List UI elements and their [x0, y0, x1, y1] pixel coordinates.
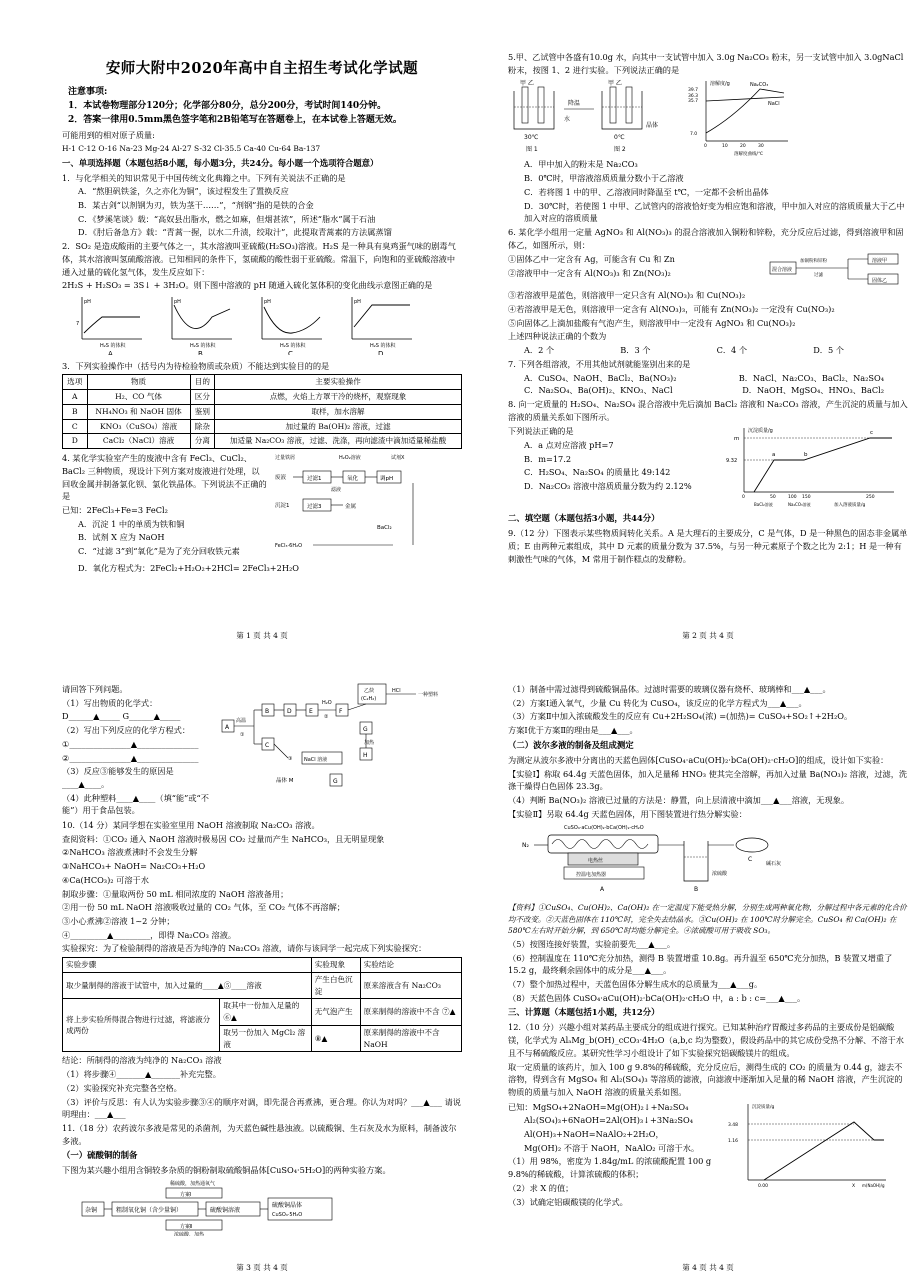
- table-cell: ⑧▲: [311, 1025, 360, 1052]
- q10-info-4: ④Ca(HCO₃)₂ 可溶于水: [62, 874, 149, 885]
- scheme-top-cond: 稀硫酸，加热通氧气: [170, 1181, 216, 1188]
- note-2: 2．答案一律用0.5mm黑色签字笔和2B铅笔写在答题卷上，在本试卷上答题无效。: [68, 115, 402, 126]
- node-c: C: [265, 742, 270, 749]
- q7-stem: 7. 下列各组溶液，不用其他试剂就能鉴别出来的是: [508, 358, 691, 369]
- na2co3-curve: [706, 89, 784, 133]
- flow-ph-label: 调pH: [380, 476, 394, 483]
- cool-label: 降温: [568, 100, 581, 108]
- ytick-932: 9.32: [726, 458, 738, 465]
- xnote-bacl2: BaCl₂溶液: [754, 502, 773, 508]
- node-e: E: [309, 708, 313, 715]
- temp-controller-label: 控温电加热器: [576, 872, 607, 879]
- q3-stem: 3．下列实验操作中（括号内为待检验物质或杂质）不能达到实验目的的是: [62, 360, 330, 371]
- soda-lime-label: 碱石灰: [766, 861, 782, 868]
- xtick: 0: [742, 495, 745, 501]
- table-cell: 取样，加水溶解: [215, 404, 462, 419]
- temp-0-label: 0℃: [614, 134, 625, 142]
- acetylene-label: 乙炔: [364, 688, 375, 694]
- point-c: c: [870, 430, 874, 437]
- q4-block: [62, 451, 462, 561]
- q7-option: A．CuSO₄、NaOH、BaCl₂、Ba(NO₃)₂: [524, 372, 677, 383]
- flow-iron-label: 过量铁屑: [275, 455, 296, 462]
- q11-part-8: （8）天蓝色固体 CuSO₄·aCu(OH)₂·bCa(OH)₂·cH₂O 中，a : b : c=___▲___。: [508, 992, 806, 1003]
- table-cell: C: [63, 419, 88, 434]
- graph-a-label: A: [108, 349, 113, 355]
- q10-step-3: ③小心煮沸②溶液 1~2 分钟；: [62, 915, 175, 926]
- series-label-na2co3: Na₂CO₃: [750, 82, 769, 89]
- q5-option-b: B．0℃时，甲溶液溶质质量分数小于乙溶液: [524, 173, 684, 184]
- graph-d-label: D: [378, 349, 384, 355]
- q4-option-b: B．试剂 X 应为 NaOH: [78, 532, 165, 543]
- table-cell: 产生白色沉淀: [311, 972, 360, 999]
- q11-stem: 11.（18 分）农药波尔多液是常见的杀菌剂，为天蓝色碱性悬浊液。以硫酸铜、生石灰及水为原料，制备波尔多液。: [62, 1122, 457, 1146]
- solution-label: 溶液甲: [872, 258, 888, 265]
- page-2: [508, 50, 908, 642]
- graph-c-ylabel: pH: [264, 298, 271, 305]
- q9-stem: 9.（12 分）下图表示某些物质间转化关系。A 是大理石的主要成分，C 是气体，D 是一种黑色的固态非金属单质；E 由两种元素组成，其中 D 元素的质量分数为 37.5%，与另一种元素原子个数之比为 2:1；H 是一种有刺激性气味的气体，M 常用于制作糕点的发酵粉。: [508, 528, 908, 564]
- chart-xlabel: m(NaOH)/g: [862, 1182, 885, 1188]
- table-row: [63, 434, 462, 449]
- table-cell: 取其中一份加入足量的 ⑥▲: [220, 999, 311, 1026]
- q6-item-1: ①固体乙中一定含有 Ag，可能含有 Cu 和 Zn: [508, 254, 675, 265]
- q11-scheme-diagram: [62, 1178, 362, 1236]
- node-f: F: [339, 708, 343, 715]
- q7-option: B．NaCl、Na₂CO₃、BaCl₂、Na₂SO₄: [738, 372, 884, 383]
- q6-option: C．4 个: [716, 345, 748, 356]
- flow-precip-label: 沉淀1: [275, 503, 290, 510]
- q2-equation: 2H₂S + H₂SO₃ = 3S↓ + 3H₂O。则下图中溶液的 pH 随通入硫化氢体积的变化曲线示意图正确的是: [62, 280, 433, 291]
- acetylene-formula: (C₂H₂): [361, 696, 377, 702]
- flow-x-label: 试剂X: [391, 455, 405, 462]
- graph-d-ylabel: pH: [354, 298, 361, 305]
- node-cuso4-crystal: 硫酸铜晶体: [272, 1202, 303, 1210]
- q12-stem: 12.（10 分）兴趣小组对某药品主要成分的组成进行探究。已知某种治疗胃酸过多药品的主要成份是铝碳酸镁，化学式为 AlₐMg_b(OH)_cCO₃·4H₂O（a,b,c 均为整数），假设药品中的其它成份受热不分解、不溶于水且不与稀硫酸反应。某研究性学习小组设计了如下实验探究铝碳酸镁片的组成。: [508, 1022, 904, 1058]
- plastic-label: 一种塑料: [418, 692, 439, 698]
- xtick: 50: [770, 495, 776, 501]
- chart-ylabel: 溶解度/g: [710, 81, 730, 88]
- scheme-bottom-cond: 浓硫酸，加热: [174, 1232, 205, 1237]
- table-cell: B: [63, 404, 88, 419]
- fig1-tubes-label: 甲 乙: [520, 80, 534, 88]
- q4-known: 已知：2FeCl₃+Fe=3 FeCl₂: [62, 505, 168, 515]
- nacl-solution: NaCl 溶液: [304, 757, 328, 763]
- q10-stem: 10.（14 分）某同学想在实验室里用 NaOH 溶液制取 Na₂CO₃ 溶液。: [62, 820, 320, 831]
- point-a: a: [772, 452, 776, 459]
- q10-info-1: 查阅资料：①CO₂ 通入 NaOH 溶液时极易因 CO₂ 过量而产生 NaHCO₃，且无明显现象: [62, 833, 385, 844]
- high-temp: 高温: [236, 718, 247, 724]
- q12-eq-2: Al₂(SO₄)₃+6NaOH=2Al(OH)₃↓+3Na₂SO₄: [524, 1115, 694, 1126]
- flow-oxidize-label: 氧化: [347, 476, 359, 483]
- q9-part-1: （1）写出物质的化学式：: [62, 697, 158, 708]
- xtick: 150: [802, 495, 811, 501]
- scheme-2-label: 方案Ⅱ: [180, 1224, 193, 1231]
- q12-eq-3: Al(OH)₃+NaOH=NaAlO₂+2H₂O，: [524, 1129, 664, 1140]
- series-label-nacl: NaCl: [768, 101, 780, 108]
- label-a: A: [600, 886, 605, 894]
- chart-xlabel: 加入溶液质量/g: [834, 503, 866, 509]
- q11-experiment-1: 【实验Ⅰ】称取 64.4g 天蓝色固体，加入足量稀 HNO₃ 使其完全溶解，再加入过量 Ba(NO₃)₂ 溶液，过滤，洗涤干燥得白色固体 23.3g。: [508, 768, 908, 792]
- q12-part-1: （1）用 98%，密度为 1.84g/mL 的浓硫酸配置 100 g 9.8%的稀硫酸，计算浓硫酸的体积；: [508, 1156, 712, 1180]
- q12-body: [508, 1100, 908, 1210]
- xnote-na2co3: Na₂CO₃溶液: [788, 502, 811, 508]
- mix-label: 混合溶液: [772, 267, 793, 274]
- table-row: [63, 390, 462, 405]
- ytick: 3.48: [728, 1122, 739, 1128]
- node-g-bottom: G: [333, 778, 338, 785]
- q10-table: [62, 957, 462, 1052]
- step-3: ③: [288, 756, 293, 762]
- table-cell: 取少量制得的溶液于试管中，加入过量的____▲⑤____溶液: [63, 972, 312, 999]
- q11-apparatus-diagram: [508, 821, 848, 897]
- q11-sub2-text: 为测定从波尔多液中分离出的天蓝色固体[CuSO₄·aCu(OH)₂·bCa(OH)₂·cH₂O]的组成，设计如下实验：: [508, 754, 889, 765]
- point-b: b: [804, 452, 808, 459]
- solid-label: 固体乙: [872, 278, 888, 285]
- q10-step-2: ②用一份 50 mL NaOH 溶液吸收过量的 CO₂ 气体，至 CO₂ 气体不再溶解；: [62, 902, 345, 913]
- ytick: 39.7: [688, 88, 699, 94]
- graph-c-label: C: [288, 349, 293, 355]
- q7-option: C．Na₂SO₄、Ba(OH)₂、KNO₃、NaCl: [524, 385, 673, 396]
- q6-item-4: ④若溶液甲是无色，则溶液甲一定含有 Al(NO₃)₃，可能有 Zn(NO₃)₂ 一定没有 Cu(NO₃)₂: [508, 304, 835, 315]
- q11-part-1: （1）制备中需过滤得到硫酸铜晶体。过滤时需要的玻璃仪器有烧杯、玻璃棒和___▲___。: [508, 684, 831, 694]
- xtick: X: [852, 1183, 856, 1189]
- flow-bacl2-label: BaCl₂: [377, 525, 392, 532]
- q10-part-3: （3）评价与反思：有人认为实验步骤③④的顺序对调，即先混合再煮沸，更合理。你认为对吗？___▲___ 请说明理由：___▲___: [62, 1096, 461, 1120]
- atomic-masses: H-1 C-12 O-16 Na-23 Mg-24 Al-27 S-32 Cl-35.5 Ca-40 Cu-64 Ba-137: [62, 143, 321, 153]
- xtick: 20: [740, 144, 746, 150]
- water-label: 水: [564, 116, 571, 124]
- node-cuso4-formula: CuSO₄·5H₂O: [272, 1212, 303, 1219]
- table-cell: 区分: [190, 390, 215, 405]
- table-cell: 原来制得的溶液中不含 ⑦▲: [360, 999, 461, 1026]
- q1-option-b: B．某古剑“以剂钢为刃，铁为茎干……”，“剂钢”指的是铁的合金: [78, 200, 314, 211]
- q5-option-a: A．甲中加入的粉末是 Na₂CO₃: [524, 159, 638, 170]
- q6-option: B．3 个: [620, 345, 651, 356]
- q5-option-d: D．30℃时，若使图 1 中甲、乙试管内的溶液恰好变为相应饱和溶液，甲中加入对应的溶质质量大于乙中加入对应的溶质质量: [524, 200, 905, 224]
- h2o-label: H₂O: [322, 700, 332, 706]
- label-b: B: [694, 886, 699, 894]
- q7-options-row1: [524, 372, 884, 385]
- q2-stem: 2．SO₂ 是造成酸雨的主要气体之一，其水溶液叫亚硫酸(H₂SO₃)溶液。H₂S 是一种具有臭鸡蛋气味的剧毒气体，其水溶液叫氢硫酸溶液。已知相同的条件下，氢硫酸的酸性弱于亚硫酸。常温下，向饱和的亚硫酸溶液中通入过量的硫化氢气体，发生反应如下：: [62, 241, 456, 277]
- q6-end: 上述四种说法正确的个数为: [508, 331, 607, 342]
- note-1: 1．本试卷物理部分120分；化学部分80分，总分200分，考试时间140分钟。: [68, 101, 387, 112]
- heater-wire-label: 电热丝: [588, 858, 604, 865]
- crystal-m: 晶体 M: [276, 778, 294, 784]
- q10-part-2: （2）实验探究补充完整各空格。: [62, 1082, 182, 1093]
- table-row: [63, 972, 462, 999]
- fig1-caption: 图 1: [526, 146, 538, 154]
- page-footer: 第 4 页 共 4 页: [682, 1263, 734, 1273]
- q11-experiment-2: 【实验Ⅱ】另取 64.4g 天蓝色固体，用下图装置进行热分解实验：: [508, 808, 747, 819]
- q4-option-c: C．“过滤 3”到“氧化”是为了充分回收铁元素: [78, 546, 240, 557]
- flow-filter1-label: 过滤1: [307, 476, 322, 483]
- conc-h2so4-label: 浓硫酸: [712, 871, 728, 878]
- graph-a-ylabel: pH: [84, 298, 91, 305]
- q11-subheading-2: （二）波尔多液的制备及组成测定: [508, 739, 634, 750]
- q8-body: [508, 424, 908, 510]
- graph-b-xlabel: H₂S 的体积: [190, 342, 216, 349]
- q10-exploration: 实验探究：为了检验制得的溶液是否为纯净的 Na₂CO₃ 溶液，请你与该同学一起完成下列实验探究：: [62, 943, 427, 954]
- xtick: 0.00: [758, 1183, 769, 1189]
- q5-beaker-figure: [508, 77, 678, 157]
- node-cuso4-solution: 硫酸铜溶液: [210, 1207, 241, 1215]
- step-1: ①: [240, 732, 245, 738]
- fig2-caption: 图 2: [614, 146, 626, 154]
- q3-table: [62, 374, 462, 449]
- hcl-label: HCl: [392, 688, 401, 694]
- table-cell: H₂、CO 气体: [87, 390, 190, 405]
- label-c: C: [748, 856, 753, 864]
- flow-fecl3-label: FeCl₃·6H₂O: [275, 543, 303, 550]
- scheme-1-label: 方案Ⅰ: [180, 1192, 192, 1199]
- flow-filter3-label: 过滤3: [307, 504, 322, 511]
- flow-waste-label: 废液: [275, 475, 287, 482]
- table-row: [63, 419, 462, 434]
- table-cell: 加适量 Na₂CO₃ 溶液，过滤、洗涤，再向滤渣中滴加适量稀盐酸: [215, 434, 462, 449]
- q11-part-5: （5）按图连接好装置，实验前要先___▲___。: [508, 938, 676, 949]
- flow-filtrate-label: 滤液: [331, 487, 342, 494]
- q11-part-7: （7）整个加热过程中，天蓝色固体分解生成水的总质量为___▲___g。: [508, 979, 763, 990]
- q2-ph-graphs: [62, 293, 422, 355]
- ytick-m: m: [734, 436, 740, 443]
- q8-option-c: C．H₂SO₄、Na₂SO₄ 的质量比 49:142: [524, 467, 671, 478]
- q10-step-4: ④_________▲_________，即得 Na₂CO₃ 溶液。: [62, 929, 237, 940]
- q12-known: 已知：MgSO₄+2NaOH=Mg(OH)₂↓+Na₂SO₄: [508, 1101, 689, 1112]
- q2-graph-d: [352, 297, 412, 355]
- graph-a-seven: 7: [76, 320, 80, 327]
- q6-flow-diagram: [768, 252, 908, 288]
- q1-option-d: D．《肘后备急方》载：“青蒿一握，以水二升渍，绞取汁”，此提取青蒿素的方法属蒸馏: [78, 227, 392, 238]
- q4-flow-diagram: [273, 451, 453, 561]
- temp-30-label: 30℃: [524, 134, 539, 142]
- q11-data-note: 【资料】①CuSO₄、Cu(OH)₂、Ca(OH)₂ 在一定温度下能受热分解，分别生成两种氧化物，分解过程中各元素的化合价均不改变。②天蓝色固体在 110℃时，完全失去结晶水。③Cu(OH)₂ 在 100℃时分解完全。CuSO₄ 和 Ca(OH)₂ 在 580℃左右时开始分解，到 650℃时均能分解完全。④浓硫酸可用于吸收 SO₃。: [508, 903, 907, 936]
- table-cell: KNO₃（CuSO₄）溶液: [87, 419, 190, 434]
- q8-option-d: D．Na₂CO₃ 溶液中溶质质量分数为约 2.12%: [524, 481, 692, 492]
- node-g: G: [363, 726, 368, 733]
- q6-item-5: ⑤向固体乙上滴加盐酸有气泡产生，则溶液甲中一定没有 AgNO₃ 和 Cu(NO₃)₂: [508, 317, 796, 328]
- section-1-heading: 一、单项选择题（本题包括8小题，每小题3分，共24分。每小题一个选项符合题意）: [62, 157, 379, 168]
- ytick: 35.7: [688, 99, 699, 105]
- q11-part-4: （4）判断 Ba(NO₃)₂ 溶液已过量的方法是：静置，向上层清液中滴加___▲___溶液，无现象。: [508, 794, 850, 805]
- table-header: 实验步骤: [63, 958, 312, 973]
- node-b: B: [265, 708, 270, 715]
- q11-part-3b: 方案Ⅰ优于方案Ⅱ的理由是___▲___。: [508, 725, 638, 736]
- node-d: D: [287, 708, 292, 715]
- table-header-row: [63, 375, 462, 390]
- q9-part-3: （3）反应③能够发生的原因是 ____▲____。: [62, 766, 174, 789]
- table-cell: 原来制得的溶液中不含 NaOH: [360, 1025, 461, 1052]
- chart-ylabel: 沉淀质量/g: [748, 428, 773, 435]
- q9-intro: 请回答下列问题。: [62, 684, 128, 694]
- ytick: 36.3: [688, 94, 699, 100]
- graph-a-xlabel: H₂S 的体积: [100, 342, 126, 349]
- node-crude-cuo: 粗制氧化铜（含少量铜）: [116, 1207, 183, 1215]
- q5-option-c: C．若将图 1 中的甲、乙溶液同时降温至 t℃，一定都不会析出晶体: [524, 186, 769, 197]
- page-1: [62, 50, 462, 642]
- crystal-label: 晶体: [646, 122, 659, 130]
- q9-transformation-diagram: [218, 682, 458, 792]
- heat-label: 加热: [364, 740, 375, 746]
- graph-d-xlabel: H₂S 的体积: [370, 342, 396, 349]
- q12-eq-4: Mg(OH)₂ 不溶于 NaOH，NaAlO₂ 可溶于水。: [524, 1142, 700, 1153]
- q9-part-1-blanks: D______▲_____ G______▲_____: [62, 711, 181, 722]
- notes-heading: 注意事项:: [68, 87, 108, 98]
- exam-title: 安师大附中2020年高中自主招生考试化学试题: [105, 60, 419, 77]
- table-cell: 无气泡产生: [311, 999, 360, 1026]
- q2-graph-a: [76, 297, 142, 355]
- q10-info-3: ③NaHCO₃+ NaOH= Na₂CO₃+H₂O: [62, 861, 206, 872]
- fig2-tubes-label: 甲 乙: [608, 80, 622, 88]
- q10-step-1: 制取步骤：①量取两份 50 mL 相同浓度的 NaOH 溶液备用；: [62, 888, 289, 899]
- q8-option-b: B．m=17.2: [524, 453, 572, 464]
- q8-curve: [754, 438, 892, 492]
- q12-part-2: （2）求 X 的值；: [508, 1182, 574, 1193]
- sample-formula: CuSO₄·aCu(OH)₂·bCa(OH)₂·cH₂O: [564, 825, 644, 832]
- table-header: 目的: [190, 375, 215, 390]
- q10-conclusion: 结论：所制得的溶液为纯净的 Na₂CO₃ 溶液: [62, 1055, 222, 1066]
- graph-c-xlabel: H₂S 的体积: [280, 342, 306, 349]
- q11-part-6: （6）控制温度在 110℃充分加热，测得 B 装置增重 10.8g。再升温至 650℃充分加热，B 装置又增重了 15.2 g，最终剩余固体中的成分是___▲___。: [508, 952, 893, 976]
- q6-options: [524, 344, 844, 357]
- table-cell: 取另一份加入 MgCl₂ 溶液: [220, 1025, 311, 1052]
- q9-part-2b: ②_______________▲_______________: [62, 752, 199, 763]
- q8-option-a: A．a 点对应溶液 pH=7: [524, 440, 614, 451]
- xtick: 30: [758, 144, 764, 150]
- n2-label: N₂: [522, 842, 529, 850]
- table-cell: 点燃，火焰上方罩干冷的烧杯，观察现象: [215, 390, 462, 405]
- q5-stem: 5.甲、乙试管中各盛有10.0g 水，向其中一支试管中加入 3.0g Na₂CO₃ 粉末，另一支试管中加入 3.0gNaCl 粉末，按图 1、2 进行实验。下列说法正确的是: [508, 52, 904, 75]
- atomic-intro: 可能用到的相对原子质量:: [62, 130, 155, 141]
- node-h: H: [363, 752, 368, 759]
- table-header: 主要实验操作: [215, 375, 462, 390]
- table-header: 选项: [63, 375, 88, 390]
- q7-option: D．NaOH、MgSO₄、HNO₃、BaCl₂: [742, 385, 884, 396]
- flow-metal-label: 金属: [345, 504, 357, 511]
- table-cell: A: [63, 390, 88, 405]
- q9-continued: [62, 682, 462, 818]
- q8-stem: 8. 向一定质量的 H₂SO₄、Na₂SO₄ 混合溶液中先后滴加 BaCl₂ 溶液和 Na₂CO₃ 溶液，产生沉淀的质量与加入溶液的质量关系如下图所示。: [508, 398, 908, 422]
- q2-graph-b: [172, 297, 232, 355]
- q1-option-c: C．《梦溪笔谈》载：“高奴县出脂水，燃之如麻，但烟甚浓”，所述“脂水”属于石油: [78, 213, 376, 224]
- q12-procedure: 取一定质量的该药片，加入 100 g 9.8%的稀硫酸，充分反应后，测得生成的 CO₂ 的质量为 0.44 g，滤去不溶物，得到含有 MgSO₄ 和 Al₂(SO₄)₃ 等溶质的滤液，向滤液中逐渐加入足量的稀 NaOH 溶液，产生沉淀的物质的质量与加入 NaOH 溶液的质量关系如图。: [508, 1061, 903, 1097]
- table-cell: 加过量的 Ba(OH)₂ 溶液，过滤: [215, 419, 462, 434]
- q12-part-3: （3）试确定铝碳酸镁的化学式。: [508, 1196, 628, 1207]
- page-footer: 第 2 页 共 4 页: [682, 631, 734, 641]
- q12-precipitate-chart: [724, 1100, 894, 1192]
- page-footer: 第 3 页 共 4 页: [236, 1263, 288, 1273]
- xtick: 10: [722, 144, 728, 150]
- q11-subheading-1: （一）硫酸铜的制备: [62, 1150, 138, 1161]
- q10-part-1: （1）将步骤④_______▲_______补充完整。: [62, 1069, 221, 1080]
- table-cell: D: [63, 434, 88, 449]
- q4-option-d: D．氧化方程式为：2FeCl₂+H₂O₂+2HCl= 2FeCl₃+2H₂O: [78, 563, 300, 574]
- xtick: 250: [866, 495, 875, 501]
- q8-precipitate-chart: [724, 424, 904, 510]
- q6-item-3: ③若溶液甲是蓝色，则溶液甲一定只含有 Al(NO₃)₃ 和 Cu(NO₃)₂: [508, 290, 746, 301]
- q9-part-2a: ①_______________▲_______________: [62, 738, 199, 749]
- add-label: 加铜粉和锌粉: [800, 259, 827, 265]
- q5-figures: [508, 77, 908, 157]
- q6-stem: 6. 某化学小组用一定量 AgNO₃ 和 Al(NO₃)₃ 的混合溶液加入铜粉和锌粉，充分反应后过滤，得到溶液甲和固体乙，如图所示，则：: [508, 226, 904, 250]
- graph-b-label: B: [198, 349, 203, 355]
- q9-part-4: （4）此种塑料____▲____（填“能”或“不能”）用于食品包装。: [62, 792, 209, 816]
- table-row: [63, 404, 462, 419]
- table-cell: CaCl₂（NaCl）溶液: [87, 434, 190, 449]
- page-4: [508, 682, 908, 1274]
- table-cell: 鉴别: [190, 404, 215, 419]
- q1-stem: 1．与化学相关的知识常见于中国传统文化典籍之中。下列有关说法不正确的是: [62, 172, 346, 183]
- q6-item-2: ②溶液甲中一定含有 Al(NO₃)₃ 和 Zn(NO₃)₂: [508, 268, 671, 279]
- filter-label: 过滤: [814, 273, 823, 279]
- q5-solubility-chart: [684, 77, 794, 157]
- q8-prompt: 下列说法正确的是: [508, 426, 574, 437]
- table-header-row: [63, 958, 462, 973]
- ytick: 1.16: [728, 1138, 739, 1144]
- table-cell: 除杂: [190, 419, 215, 434]
- q4-option-a: A．沉淀 1 中的单质为铁和铜: [78, 518, 185, 529]
- flow-h2o2-label: H₂O₂溶液: [339, 455, 361, 462]
- table-cell: NH₄NO₃ 和 NaOH 固体: [87, 404, 190, 419]
- page-3: [62, 682, 462, 1274]
- xtick: 100: [788, 495, 797, 501]
- node-impure-copper: 杂铜: [85, 1207, 98, 1215]
- table-header: 物质: [87, 375, 190, 390]
- ytick: 7.0: [690, 132, 698, 138]
- q1-option-a: A．“熬胆矾铁釜，久之亦化为铜”，该过程发生了置换反应: [78, 186, 289, 197]
- table-header: 实验结论: [360, 958, 461, 973]
- chart-ylabel: 沉淀质量/g: [752, 1104, 775, 1110]
- q6-body: [508, 252, 908, 288]
- q11-sub1-text: 下图为某兴趣小组用含铜较多杂质的铜粉制取硫酸铜晶体[CuSO₄·5H₂O]的两种实验方案。: [62, 1165, 391, 1176]
- table-cell: 将上步实验所得混合物进行过滤，将滤液分成两份: [63, 999, 220, 1052]
- q6-option: D．5 个: [813, 345, 844, 356]
- xtick: 0: [704, 144, 707, 150]
- section-3-heading: 三、计算题（本题包括1小题，共12分）: [508, 1007, 660, 1018]
- q11-part-3: （3）方案Ⅱ中加入浓硫酸发生的反应有 Cu+2H₂SO₄(浓) =(加热)= CuSO₄+SO₂↑+2H₂O。: [508, 711, 853, 722]
- table-cell: 原来溶液含有 Na₂CO₃: [360, 972, 461, 999]
- table-row: [63, 999, 462, 1026]
- chart-xlabel: 溶解度曲线/℃: [734, 152, 764, 158]
- q10-info-2: ②NaHCO₃ 溶液煮沸时不会发生分解: [62, 847, 198, 858]
- q11-part-2: （2）方案Ⅰ通入氧气，少量 Cu 转化为 CuSO₄，该反应的化学方程式为___▲___。: [508, 697, 807, 708]
- q4-stem: 4. 某化学实验室产生的废液中含有 FeCl₃、CuCl₂、BaCl₂ 三种物质，现设计下列方案对废液进行处理，以回收金属并制备氯化钡、氯化铁晶体。下列说法不正确的是: [62, 453, 267, 502]
- q9-part-2: （2）写出下列反应的化学方程式：: [62, 725, 191, 736]
- table-header: 实验现象: [311, 958, 360, 973]
- graph-b-ylabel: pH: [174, 298, 181, 305]
- node-a: A: [225, 724, 230, 731]
- q2-graph-c: [262, 297, 322, 355]
- q6-option: A．2 个: [524, 345, 555, 356]
- q12-curve: [764, 1122, 884, 1180]
- page-footer: 第 1 页 共 4 页: [236, 631, 288, 641]
- q7-options-row2: [524, 384, 884, 397]
- step-2: ②: [324, 714, 329, 720]
- table-cell: 分离: [190, 434, 215, 449]
- section-2-heading: 二、填空题（本题包括3小题，共44分）: [508, 513, 660, 524]
